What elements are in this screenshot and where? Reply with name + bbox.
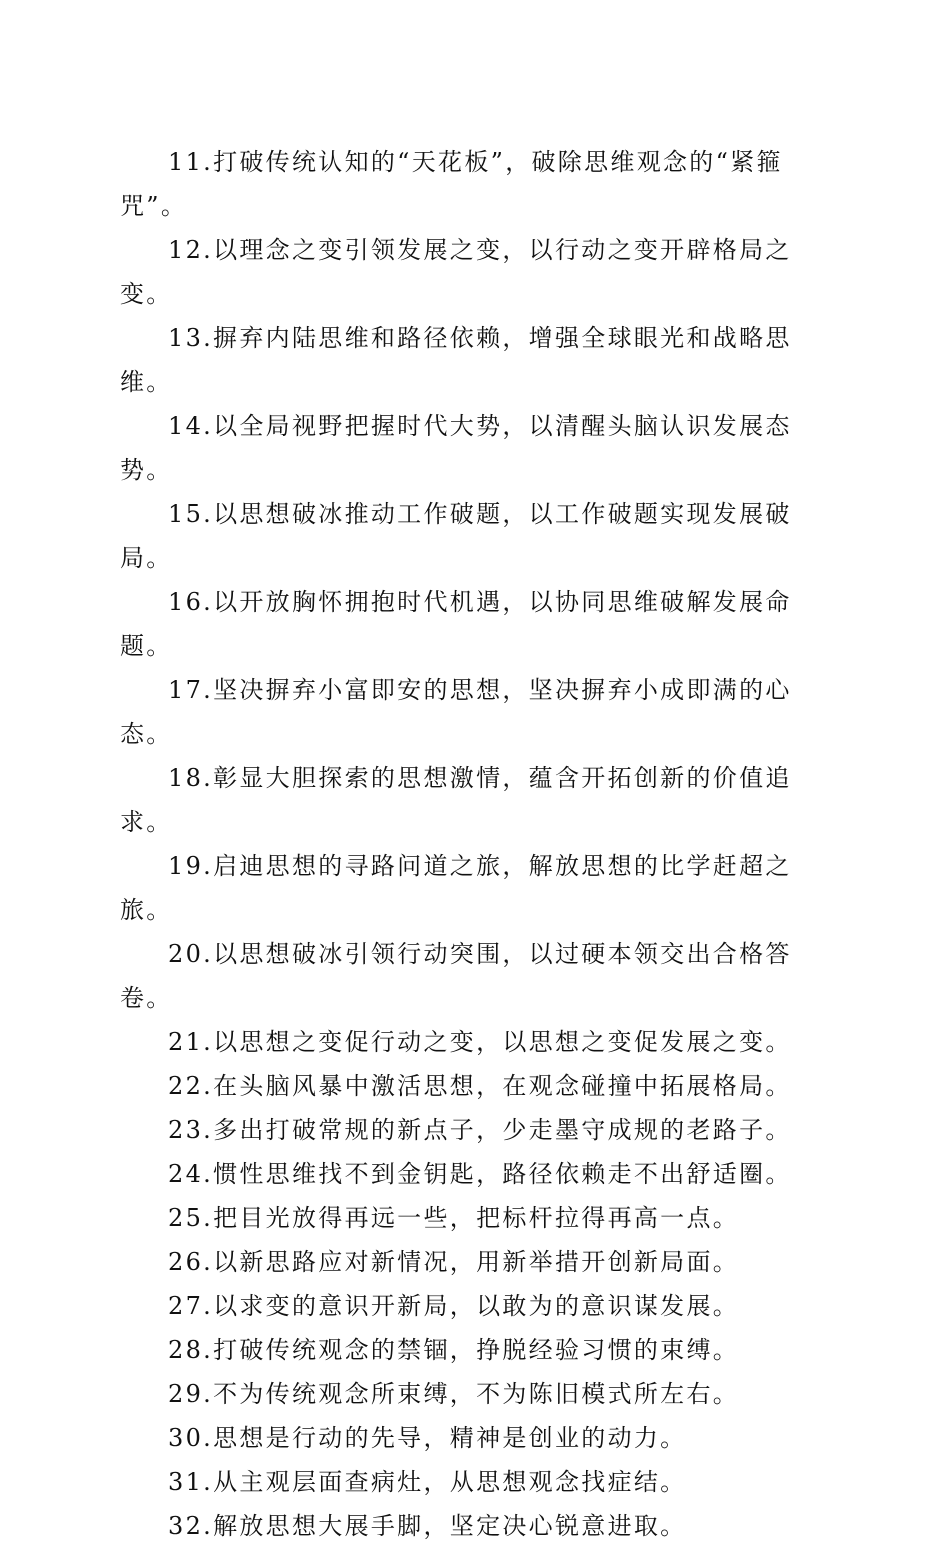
list-item: 14.以全局视野把握时代大势，以清醒头脑认识发展态势。 bbox=[120, 412, 792, 484]
list-item: 15.以思想破冰推动工作破题，以工作破题实现发展破局。 bbox=[120, 500, 792, 572]
list-item: 12.以理念之变引领发展之变，以行动之变开辟格局之变。 bbox=[120, 236, 792, 308]
list-item: 30.思想是行动的先导，精神是创业的动力。 bbox=[168, 1424, 687, 1452]
list-item: 26.以新思路应对新情况，用新举措开创新局面。 bbox=[168, 1248, 740, 1276]
document-body bbox=[120, 140, 830, 1548]
list-item: 29.不为传统观念所束缚，不为陈旧模式所左右。 bbox=[168, 1380, 740, 1408]
list-item: 18.彰显大胆探索的思想激情，蕴含开拓创新的价值追求。 bbox=[120, 764, 792, 836]
list-item: 21.以思想之变促行动之变，以思想之变促发展之变。 bbox=[168, 1028, 792, 1056]
list-item: 22.在头脑风暴中激活思想，在观念碰撞中拓展格局。 bbox=[168, 1072, 792, 1100]
list-item: 28.打破传统观念的禁锢，挣脱经验习惯的束缚。 bbox=[168, 1336, 740, 1364]
list-item: 32.解放思想大展手脚，坚定决心锐意进取。 bbox=[168, 1512, 687, 1540]
list-item: 13.摒弃内陆思维和路径依赖，增强全球眼光和战略思维。 bbox=[120, 324, 792, 396]
list-item: 23.多出打破常规的新点子，少走墨守成规的老路子。 bbox=[168, 1116, 792, 1144]
list-item: 27.以求变的意识开新局，以敢为的意识谋发展。 bbox=[168, 1292, 740, 1320]
list-item: 19.启迪思想的寻路问道之旅，解放思想的比学赶超之旅。 bbox=[120, 852, 792, 924]
list-item: 31.从主观层面查病灶，从思想观念找症结。 bbox=[168, 1468, 687, 1496]
list-item: 24.惯性思维找不到金钥匙，路径依赖走不出舒适圈。 bbox=[168, 1160, 792, 1188]
list-item: 17.坚决摒弃小富即安的思想，坚决摒弃小成即满的心态。 bbox=[120, 676, 792, 748]
list-item: 11.打破传统认知的“天花板”，破除思维观念的“紧箍咒”。 bbox=[120, 148, 783, 220]
list-item: 25.把目光放得再远一些，把标杆拉得再高一点。 bbox=[168, 1204, 740, 1232]
list-item: 20.以思想破冰引领行动突围，以过硬本领交出合格答卷。 bbox=[120, 940, 792, 1012]
list-item: 16.以开放胸怀拥抱时代机遇，以协同思维破解发展命题。 bbox=[120, 588, 792, 660]
